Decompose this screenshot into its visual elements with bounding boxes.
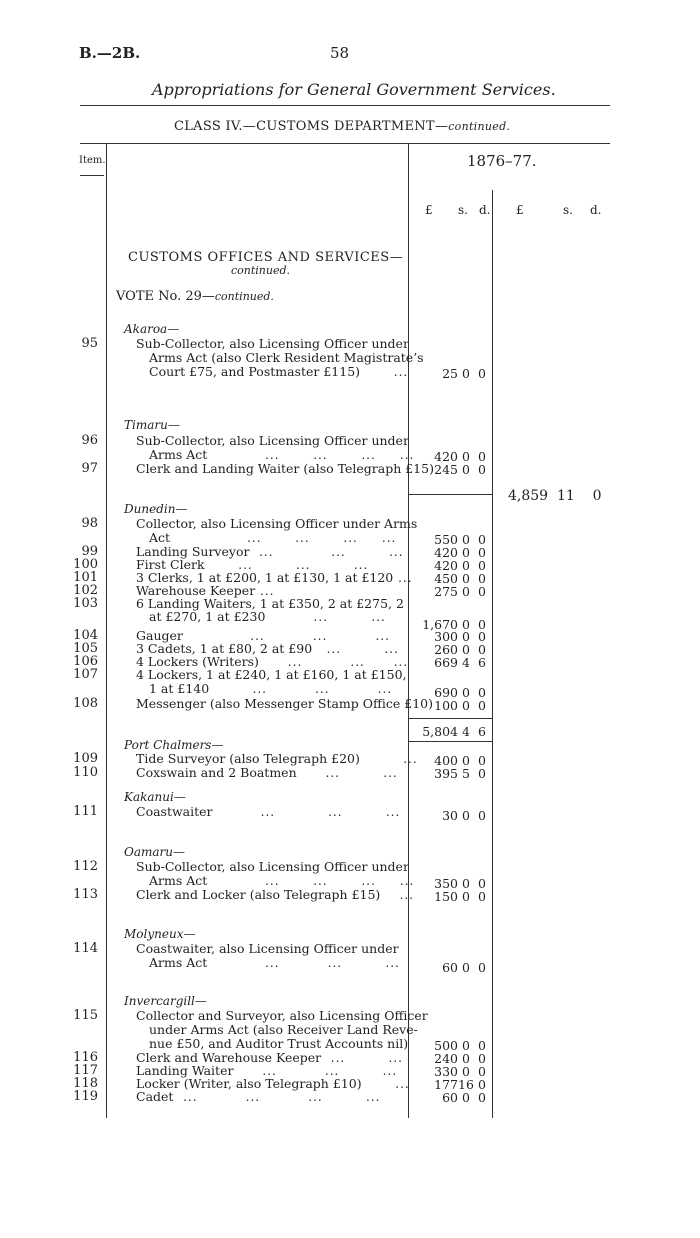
amount-shillings: 0	[462, 685, 470, 700]
item-description: Sub-Collector, also Licensing Officer under	[136, 433, 409, 448]
item-number: 96	[81, 433, 98, 448]
item-number: 108	[73, 696, 98, 711]
item-description: Gauger ... ... ...	[136, 628, 390, 643]
item-description: Collector and Surveyor, also Licensing Officer	[136, 1008, 428, 1023]
item-description: Cadet ... ... ... ...	[136, 1089, 381, 1104]
subtotal-dunedin-pence: 6	[478, 724, 486, 739]
amount-pounds: 177	[434, 1077, 458, 1092]
amount-pounds: 275	[434, 584, 458, 599]
amount-pounds: 395	[434, 766, 458, 781]
class-title: CLASS IV.—CUSTOMS DEPARTMENT—continued.	[174, 119, 511, 134]
amount-pounds: 100	[434, 698, 458, 713]
item-description: Landing Surveyor ... ... ...	[136, 544, 404, 559]
item-description: Collector, also Licensing Officer under Arms	[136, 516, 418, 531]
item-description: 3 Cadets, 1 at £80, 2 at £90 ... ...	[136, 641, 399, 656]
amount-pence: 0	[478, 584, 486, 599]
amount-pence: 0	[478, 1064, 486, 1079]
amount-shillings: 4	[462, 655, 470, 670]
item-description: Act ... ... ... ...	[149, 530, 397, 545]
vote-heading: VOTE No. 29—continued.	[116, 289, 274, 304]
amount-pence: 0	[478, 629, 486, 644]
item-number: 109	[73, 751, 98, 766]
amount-shillings: 0	[462, 571, 470, 586]
item-number: 119	[73, 1089, 98, 1104]
amount-shillings: 0	[462, 366, 470, 381]
amount-pence: 0	[478, 1077, 486, 1092]
amount-pence: 0	[478, 685, 486, 700]
item-description: Coastwaiter, also Licensing Officer under	[136, 941, 399, 956]
item-number: 116	[73, 1050, 98, 1065]
item-column-divider	[106, 143, 107, 1118]
item-number: 111	[73, 804, 98, 819]
item-description: Sub-Collector, also Licensing Officer under	[136, 859, 409, 874]
shilling-header: s.	[458, 203, 468, 217]
item-description: Landing Waiter ... ... ...	[136, 1063, 398, 1078]
amount-pounds: 500	[434, 1038, 458, 1053]
amount-pence: 0	[478, 462, 486, 477]
amount-pence: 0	[478, 1051, 486, 1066]
amount-shillings: 0	[462, 584, 470, 599]
item-description: Arms Act ... ... ... ...	[149, 873, 415, 888]
item-number: 100	[73, 557, 98, 572]
amount-pence: 0	[478, 449, 486, 464]
amount-pence: 0	[478, 545, 486, 560]
item-number: 110	[73, 765, 98, 780]
item-description: Messenger (also Messenger Stamp Office £10)	[136, 696, 433, 711]
amount-pence: 0	[478, 532, 486, 547]
pence-header-2: d.	[590, 203, 602, 217]
amount-shillings: 0	[462, 642, 470, 657]
shilling-header-2: s.	[563, 203, 573, 217]
amount-shillings: 0	[462, 558, 470, 573]
item-number: 112	[73, 859, 98, 874]
page-number: 58	[330, 44, 350, 62]
item-number: 115	[73, 1008, 98, 1023]
amount-pence: 0	[478, 876, 486, 891]
amount-pounds: 400	[434, 753, 458, 768]
place-dunedin: Dunedin—	[124, 502, 188, 516]
pound-header: £	[425, 203, 433, 217]
amount-pounds: 245	[434, 462, 458, 477]
item-description: Clerk and Warehouse Keeper ... ...	[136, 1050, 403, 1065]
amount-pence: 0	[478, 1038, 486, 1053]
item-number: 101	[73, 570, 98, 585]
amount-pence: 0	[478, 571, 486, 586]
amount-pence: 0	[478, 808, 486, 823]
amount-pounds: 350	[434, 876, 458, 891]
item-description: Coxswain and 2 Boatmen ... ...	[136, 765, 398, 780]
item-description: 6 Landing Waiters, 1 at £350, 2 at £275, 2	[136, 596, 404, 611]
place-akaroa: Akaroa—	[124, 322, 180, 336]
item-description: at £270, 1 at £230 ... ...	[149, 609, 386, 624]
item-description: 4 Lockers, 1 at £240, 1 at £160, 1 at £150,	[136, 667, 407, 682]
item-description: Clerk and Locker (also Telegraph £15) ...	[136, 887, 415, 902]
item-number: 117	[73, 1063, 98, 1078]
rule-table-top	[80, 143, 610, 144]
amount-pounds: 669	[434, 655, 458, 670]
amount-pence: 0	[478, 1090, 486, 1105]
amount-shillings: 0	[462, 889, 470, 904]
amount-pounds: 550	[434, 532, 458, 547]
amount-pounds: 1,670	[422, 617, 458, 632]
amount-pence: 0	[478, 558, 486, 573]
amount-pounds: 420	[434, 558, 458, 573]
year-header: 1876–77.	[467, 152, 537, 170]
amount-pence: 0	[478, 642, 486, 657]
item-number: 113	[73, 887, 98, 902]
amount-shillings: 0	[462, 1051, 470, 1066]
page-subtitle: Appropriations for General Government Services.	[152, 80, 556, 99]
item-description: Coastwaiter ... ... ...	[136, 804, 401, 819]
subtotal-akaroa-timaru: 4,859 11 0	[508, 488, 602, 504]
amount-pounds: 260	[434, 642, 458, 657]
item-number: 104	[73, 628, 98, 643]
amount-shillings: 0	[462, 617, 470, 632]
section-title: CUSTOMS OFFICES AND SERVICES—	[128, 250, 404, 265]
amount-shillings: 0	[462, 462, 470, 477]
item-number: 107	[73, 667, 98, 682]
place-timaru: Timaru—	[124, 418, 180, 432]
amount-shillings: 0	[462, 545, 470, 560]
amount-pence: 0	[478, 889, 486, 904]
item-number: 118	[73, 1076, 98, 1091]
item-description: 1 at £140 ... ... ...	[149, 681, 393, 696]
amount-pounds: 25	[442, 366, 458, 381]
place-oamaru: Oamaru—	[124, 845, 185, 859]
place-kakanui: Kakanui—	[124, 790, 186, 804]
amount-shillings: 5	[462, 766, 470, 781]
item-column-header: Item.	[79, 155, 106, 166]
item-description: Warehouse Keeper ...	[136, 583, 275, 598]
item-header-rule	[80, 175, 104, 176]
document-reference: B.—2B.	[79, 44, 141, 62]
item-number: 103	[73, 596, 98, 611]
amount-pounds: 690	[434, 685, 458, 700]
amount-shillings: 0	[462, 960, 470, 975]
section-continued: continued.	[231, 264, 291, 277]
item-description: Sub-Collector, also Licensing Officer under	[136, 336, 409, 351]
item-number: 102	[73, 583, 98, 598]
item-description: First Clerk ... ... ...	[136, 557, 369, 572]
amount-pence: 0	[478, 698, 486, 713]
amount-pence: 0	[478, 753, 486, 768]
amount-pounds: 300	[434, 629, 458, 644]
amount-pence: 0	[478, 366, 486, 381]
place-invercargill: Invercargill—	[124, 994, 207, 1008]
rule-top	[80, 105, 610, 106]
amount-shillings: 0	[462, 698, 470, 713]
amount-pence: 6	[478, 655, 486, 670]
amount-shillings: 0	[462, 532, 470, 547]
amount-pounds: 60	[442, 960, 458, 975]
amount-shillings: 16	[458, 1077, 474, 1092]
amount-pence: 0	[478, 960, 486, 975]
item-number: 97	[81, 461, 98, 476]
amount-shillings: 0	[462, 629, 470, 644]
amount-shillings: 0	[462, 1064, 470, 1079]
item-number: 99	[81, 544, 98, 559]
amount-shillings: 0	[462, 808, 470, 823]
amount-shillings: 0	[462, 753, 470, 768]
item-description: nue £50, and Auditor Trust Accounts nil)	[149, 1036, 409, 1051]
subtotal-dunedin-pounds: 5,804	[422, 724, 458, 739]
place-molyneux: Molyneux—	[124, 927, 196, 941]
item-description: Tide Surveyor (also Telegraph £20) ...	[136, 751, 418, 766]
amount-pounds: 60	[442, 1090, 458, 1105]
amount-pence: 0	[478, 617, 486, 632]
item-number: 105	[73, 641, 98, 656]
subtotal-rule	[408, 718, 492, 719]
item-number: 106	[73, 654, 98, 669]
item-description: Arms Act ... ... ... ...	[149, 447, 415, 462]
amount-shillings: 0	[462, 449, 470, 464]
amount-pounds: 420	[434, 545, 458, 560]
item-description: 4 Lockers (Writers) ... ... ...	[136, 654, 409, 669]
item-description: Court £75, and Postmaster £115) ...	[149, 364, 409, 379]
pound-header-2: £	[516, 203, 524, 217]
place-port-chalmers: Port Chalmers—	[124, 738, 224, 752]
amount-shillings: 0	[462, 876, 470, 891]
item-description: under Arms Act (also Receiver Land Reve-	[149, 1022, 418, 1037]
amount-pounds: 330	[434, 1064, 458, 1079]
item-description: Arms Act (also Clerk Resident Magistrate’s	[149, 350, 424, 365]
item-number: 98	[81, 516, 98, 531]
pence-header: d.	[479, 203, 491, 217]
item-number: 95	[81, 336, 98, 351]
amount-pounds: 450	[434, 571, 458, 586]
amount-pounds: 240	[434, 1051, 458, 1066]
amount-pence: 0	[478, 766, 486, 781]
subtotal-rule	[408, 494, 492, 495]
item-number: 114	[73, 941, 98, 956]
amount-shillings: 0	[462, 1038, 470, 1053]
amount-shillings: 0	[462, 1090, 470, 1105]
item-description: Clerk and Landing Waiter (also Telegraph £15)	[136, 461, 434, 476]
subtotal-rule	[408, 741, 492, 742]
item-description: 3 Clerks, 1 at £200, 1 at £130, 1 at £120 ...	[136, 570, 413, 585]
subtotal-column-divider	[492, 190, 493, 1118]
amount-pounds: 30	[442, 808, 458, 823]
amount-pounds: 150	[434, 889, 458, 904]
item-description: Locker (Writer, also Telegraph £10) ...	[136, 1076, 410, 1091]
subtotal-dunedin-shillings: 4	[462, 724, 470, 739]
item-description: Arms Act ... ... ...	[149, 955, 400, 970]
amount-pounds: 420	[434, 449, 458, 464]
